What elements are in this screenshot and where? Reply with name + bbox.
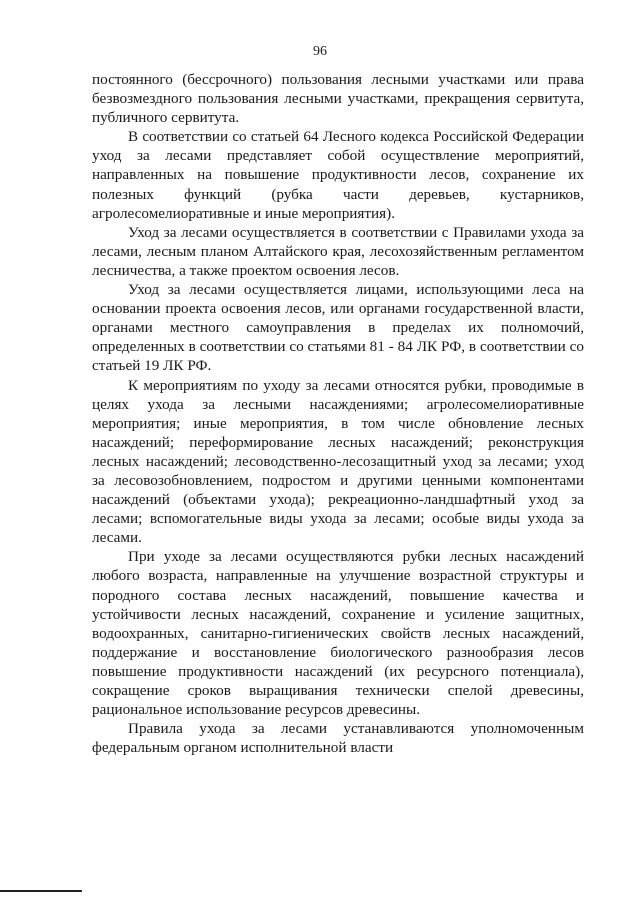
paragraph: В соответствии со статьей 64 Лесного кодекса Российской Федерации уход за лесами представляет собой осуществление мероприятий, направленных на повышение продуктивности лесов, сохранение их полезных функций (рубка части деревьев, кустарников, агролесомелиоративные и иные мероприятия). xyxy=(92,128,584,222)
document-body xyxy=(92,70,584,757)
paragraph: Правила ухода за лесами устанавливаются уполномоченным федеральным органом исполнительной власти xyxy=(92,720,584,757)
paragraph: Уход за лесами осуществляется в соответствии с Правилами ухода за лесами, лесным планом Алтайского края, лесохозяйственным регламентом лесничества, а также проектом освоения лесов. xyxy=(92,223,584,279)
paragraph: Уход за лесами осуществляется лицами, использующими леса на основании проекта освоения лесов, или органами государственной власти, органами местного самоуправления в пределах их полномочий, определенных в соответствии со статьями 81 - 84 ЛК РФ, в соответствии со статьей 19 ЛК РФ. xyxy=(92,281,584,375)
paragraph: постоянного (бессрочного) пользования лесными участками или права безвозмездного пользования лесными участками, прекращения сервитута, публичного сервитута. xyxy=(92,71,584,127)
paragraph: К мероприятиям по уходу за лесами относятся рубки, проводимые в целях ухода за лесными насаждениями; агролесомелиоративные мероприятия; иные мероприятия, в том числе обновление лесных насаждений; переформирование лесных насаждений; реконструкция лесных насаждений; лесоводственно-лесозащитный уход за лесами; уход за лесовозобновлением, подростом и другими ценными компонентами насаждений (объектами ухода); рекреационно-ландшафтный уход за лесами; вспомогательные виды ухода за лесами; особые виды ухода за лесами. xyxy=(92,376,584,547)
footer-rule xyxy=(0,890,82,892)
page-number: 96 xyxy=(313,44,327,59)
paragraph: При уходе за лесами осуществляются рубки лесных насаждений любого возраста, направленные на улучшение возрастной структуры и породного состава лесных насаждений, повышение качества и устойчивости лесных насаждений, сохранение и усиление защитных, водоохранных, санитарно-гигиенических свойств лесных насаждений, поддержание и восстановление биологического разнообразия лесов повышение продуктивности насаждений (их ресурсного потенциала), сокращение сроков выращивания технически спелой древесины, рациональное использование ресурсов древесины. xyxy=(92,548,584,719)
